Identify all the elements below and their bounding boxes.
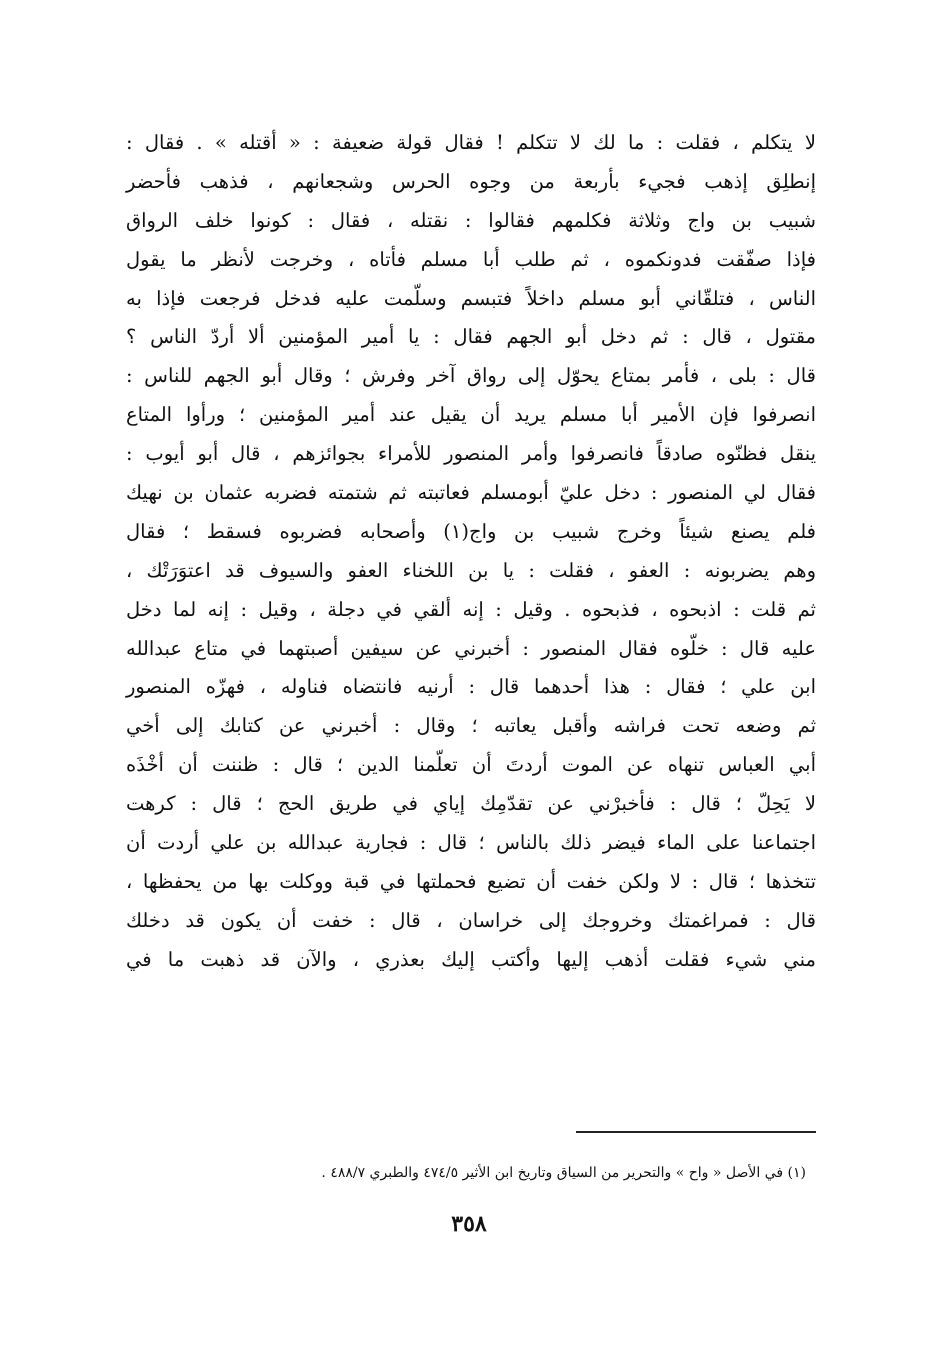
text-line: شبيب بن واج وثلاثة فكلمهم فقالوا : نقتله ، فقال : كونوا خلف الرواق <box>126 208 816 232</box>
text-line: اجتماعنا على الماء فيضر ذلك بالناس ؛ قال : فجارية عبدالله بن علي أردت أن <box>126 831 816 855</box>
text-line: لا يتكلم ، فقلت : ما لك لا تتكلم ! فقال قولة ضعيفة : « أقتله » . فقال : <box>126 131 816 154</box>
text-line: عليه قال : خلّوه فقال المنصور : أخبرني عن سيفين أصبتهما في متاع عبدالله <box>126 636 816 660</box>
text-line: فقال لي المنصور : دخل عليّ أبومسلم فعاتبته ثم شتمته فضربه عثمان بن نهيك <box>126 481 816 505</box>
text-line: ثم وضعه تحت فراشه وأقبل يعاتبه ؛ وقال : أخبرني عن كتابك إلى أخي <box>126 714 816 738</box>
text-line: أبي العباس تنهاه عن الموت أردتَ أن تعلّمنا الدين ؛ قال : ظننت أن أخْذَه <box>126 753 816 777</box>
text-line: مني شيء فقلت أذهب إليها وأكتب إليك بعذري ، والآن قد ذهبت ما في <box>126 947 816 971</box>
text-line: تتخذها ؛ قال : لا ولكن خفت أن تضيع فحملتها في قبة ووكلت بها من يحفظها ، <box>126 869 816 893</box>
footnote-separator <box>576 1131 816 1133</box>
main-text-block <box>126 124 816 980</box>
text-line: إنطلِق إذهب فجيء بأربعة من وجوه الحرس وشجعانهم ، فذهب فأحضر <box>126 169 816 193</box>
text-line: ابن علي ؛ فقال : هذا أحدهما قال : أرنيه فانتضاه فناوله ، فهزّه المنصور <box>126 675 816 699</box>
text-line: الناس ، فتلقّاني أبو مسلم داخلاً فتبسم وسلّمت عليه فدخل فرجعت فإذا به <box>126 286 816 310</box>
text-line: لا يَحِلّ ؛ قال : فأخبرْني عن تقدّمِك إياي في طريق الحج ؛ قال : كرهت <box>126 792 816 816</box>
page-number: ٣٥٨ <box>451 1211 487 1237</box>
text-line: فإذا صفّقت فدونكموه ، ثم طلب أبا مسلم فأتاه ، وخرجت لأنظر ما يقول <box>126 247 816 271</box>
text-line: ثم قلت : اذبحوه ، فذبحوه . وقيل : إنه ألقي في دجلة ، وقيل : إنه لما دخل <box>126 597 816 621</box>
text-line: قال : بلى ، فأمر بمتاع يحوّل إلى رواق آخر وفرش ؛ وقال أبو الجهم للناس : <box>126 364 816 388</box>
text-line: قال : فمراغمتك وخروجك إلى خراسان ، قال : خفت أن يكون قد دخلك <box>126 908 816 932</box>
text-line: مقتول ، قال : ثم دخل أبو الجهم فقال : يا أمير المؤمنين ألا أردّ الناس ؟ <box>126 325 816 349</box>
text-line: فلم يصنع شيئاً وخرج شبيب بن واج(١) وأصحابه فضربوه فسقط ؛ فقال <box>126 519 817 543</box>
text-line: ينقل فظنّوه صادقاً فانصرفوا وأمر المنصور للأمراء بجوائزهم ، قال أبو أيوب : <box>126 442 816 466</box>
footnote: (١) في الأصل « واح » والتحرير من السياق وتاريخ ابن الأثير ٤٧٤/٥ والطبري ٤٨٨/٧ . <box>321 1165 806 1181</box>
text-line: انصرفوا فإن الأمير أبا مسلم يريد أن يقيل عند أمير المؤمنين ؛ ورأوا المتاع <box>126 403 816 427</box>
text-line: وهم يضربونه : العفو ، فقلت : يا بن اللخناء العفو والسيوف قد اعتوَرَتْك ، <box>126 558 816 582</box>
